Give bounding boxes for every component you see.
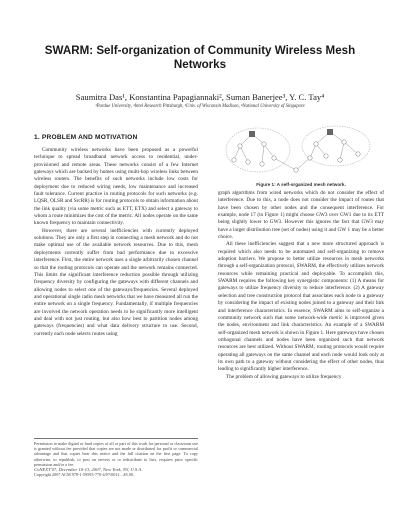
copyright-footnote	[34, 441, 198, 477]
copyright-line: Copyright 2007 ACM 978-1-59593-770-4/07/0012 ...$5.00.	[34, 472, 135, 478]
paragraph: All these inefficiencies suggest that a new more structured approach is required which also needs to be automated and self-organizing to remove adoption barriers. We propose to better utilize resources in mesh networks through a self-organization protocol, SWARM, the effectively utilizes network resources while remaining practical and deployable. To accomplish this, SWARM requires the following key synergistic components: (1) A means for gateways to utilize frequency diversity to reduce interference. (2) A gateway selection and tree construction protocol that associates each node to a gateway by considering the impact of existing nodes joined to a gateway and their link and interference characteristics. In essence, SWARM aims to self-organize a community network such that some network-wide metric is improved given the nodes, environment and link characteristics. An example of a SWARM self-organized mesh network is shown in Figure 1. Here gateways have chosen orthogonal channels and nodes have been organized such that network resources are best utilized. Without SWARM, routing protocols would require operating all gateways on the same channel and each node would look only at its own path to a gateway without considering the effect of other nodes, thus leading to significantly higher interference.	[218, 241, 384, 373]
paper-title: SWARM: Self-organization of Community Wireless Mesh Networks	[44, 44, 356, 71]
right-column	[218, 190, 384, 381]
paragraph: Community wireless networks have been proposed as a powerful technique to spread broadband network access to residential, under-provisioned and remote areas. These networks consist of a few Internet gateways which are backed by homes using multi-hop wireless links between wireless routers. The benefits of such networks include low costs for deployment due to reduced wiring needs, low maintenance and increased fault tolerance. Current practice in routing protocols for such networks (e.g. LQSR, OLSR and SrcRR) is for routing protocols to obtain information about the link quality (via some metric such as ETT, ETX) and select a gateway to whom a route minimizes the cost of the metric. All nodes operate on the same known frequency to maintain connectivity.	[34, 147, 198, 227]
mesh-network-figure	[218, 120, 384, 182]
section-heading: 1. PROBLEM AND MOTIVATION	[34, 134, 138, 141]
author-list: Saumitra Das¹, Konstantina Papagiannaki², Suman Banerjee³, Y. C. Tay⁴	[75, 92, 325, 102]
footnote-divider	[34, 438, 198, 439]
left-column	[34, 147, 198, 338]
conference-line: CoNEXT'07, December 10-13, 2007, New York, NY, U.S.A.	[34, 467, 143, 473]
paragraph: However, there are several inefficiencies with currently deployed solutions. They are only a first step in connecting a mesh network and do not make optimal use of the available network resources. Due to this, mesh deployments currently suffer from bad performance due to excessive interference. First, the entire network uses a single arbitrarily chosen channel so that the routing protocols can operate and the network remains connected. This limits the significant interference reduction possible through utilizing frequency diversity by configuring the gateways with different channels and allowing nodes to select one of the gateways/frequencies. Several deployed and operational single radio mesh networks that we have measured all run the entire network on a single frequency. Fundamentally, if multiple frequencies are involved the network operation needs to be significantly more intelligent and deal with not just routing, but also how best to partition nodes among gateways (frequencies) and what data delivery structure to use. Second, currently each node selects routes using	[34, 227, 198, 337]
paragraph: The problem of allowing gateways to utilize frequency	[226, 373, 342, 380]
figure-caption: Figure 1: A self-organized mesh network.	[256, 182, 346, 187]
permission-notice: Permission to make digital or hard copies of all or part of this work for personal or classroom use is granted without fee provided that copies are not made or distributed for profit or commercial advantage and that copies bear this notice and the full citation on the first page. To copy otherwise, to republish, to post on servers or to redistribute to lists, requires prior specific permission and/or a fee.	[34, 441, 198, 467]
affiliation-line: ¹Purdue University, ²Intel Research Pittsburgh, ³Univ. of Wisconsin Madison, ⁴National University of Singapore	[95, 104, 305, 109]
paragraph: graph algorithms from wired networks which do not consider the effect of interference. Due to this, a node does not consider the impact of routes that have been chosen by other nodes and the consequent interference. For example, node 17 (in Figure 1) might choose GW3 over GW1 due to its ETT being slightly lower to GW3. However this ignores the fact that GW3 may have a larger distribution tree (set of nodes) using it and GW 1 may be a better choice.	[218, 190, 384, 241]
